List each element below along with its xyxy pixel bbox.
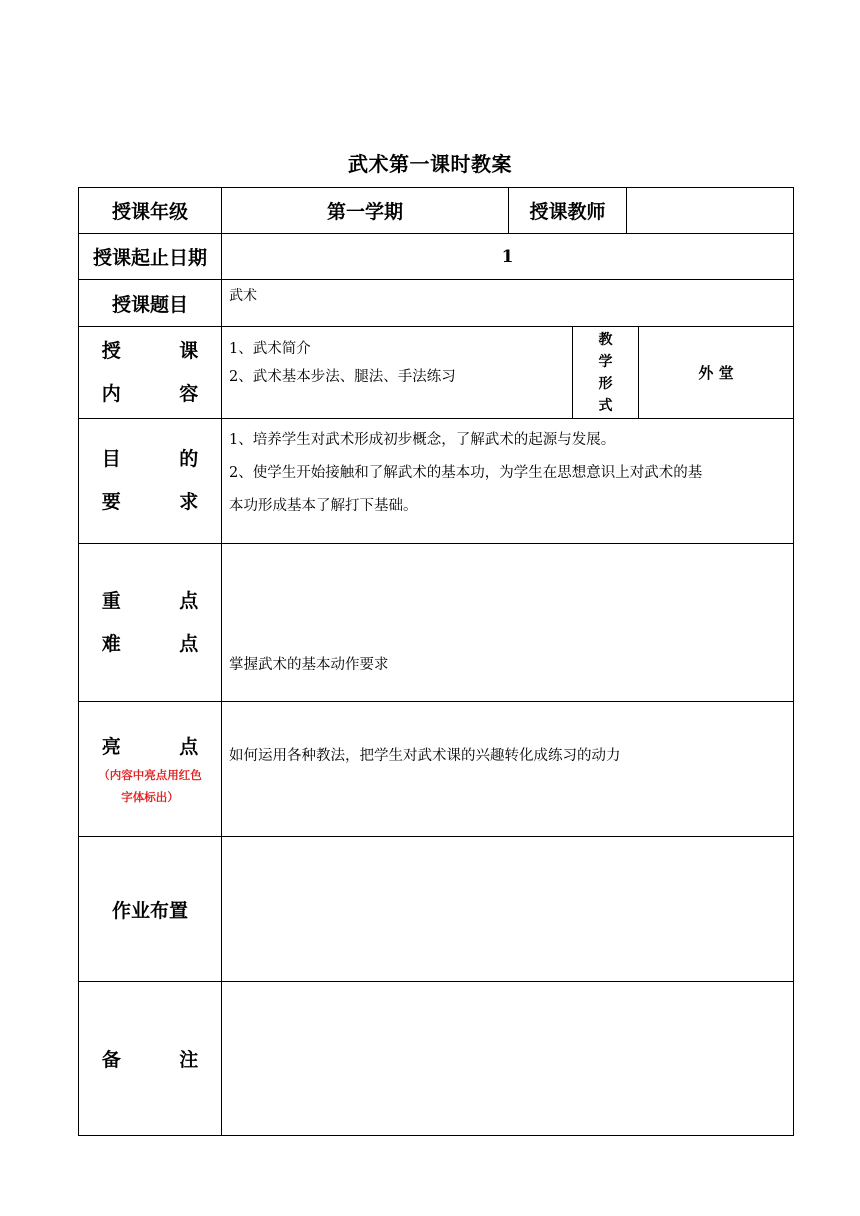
table-border-bottom (78, 1135, 794, 1136)
content-items (229, 335, 456, 391)
content-label-line2: 内 容 (101, 382, 225, 405)
grade-value: 第一学期 (326, 201, 403, 223)
form-value: 外 堂 (698, 364, 734, 382)
remarks-label: 备 注 (101, 1049, 225, 1071)
objective-label-line1: 目 的 (101, 448, 225, 470)
content-label-line1: 授 课 (101, 339, 225, 362)
keypoints-value: 掌握武术的基本动作要求 (229, 657, 389, 673)
content-label (79, 327, 225, 418)
teacher-label: 授课教师 (529, 201, 606, 223)
highlight-value: 如何运用各种教法，把学生对武术课的兴趣转化成练习的动力 (229, 748, 621, 764)
objective-label-line2: 要 求 (101, 491, 225, 513)
dates-value: 1 (501, 246, 514, 267)
objective-line: 1、培养学生对武术形成初步概念，了解武术的起源与发展。 (229, 432, 616, 448)
topic-value: 武术 (229, 288, 257, 304)
keypoints-label-line2: 难 点 (101, 632, 225, 655)
objective-label (79, 419, 225, 543)
highlight-label: 亮 点 (101, 736, 225, 758)
keypoints-label-line1: 重 点 (101, 589, 225, 612)
teacher-value (627, 188, 793, 233)
objective-text (229, 424, 792, 523)
highlight-label-cell (79, 702, 225, 836)
content-item: 1、武术简介 (229, 341, 311, 357)
homework-label: 作业布置 (111, 899, 188, 922)
keypoints-label (79, 544, 225, 701)
grade-label: 授课年级 (111, 201, 188, 223)
lesson-plan-table (78, 187, 794, 1136)
dates-label: 授课起止日期 (92, 247, 207, 269)
content-item: 2、武术基本步法、腿法、手法练习 (229, 369, 456, 385)
document-title: 武术第一课时教案 (348, 152, 512, 176)
objective-line: 本功形成基本了解打下基础。 (229, 498, 418, 514)
remarks-label-cell (79, 982, 225, 1135)
highlight-note-line2: 字体标出） (121, 790, 179, 804)
form-label: 教 学 形 式 (598, 331, 613, 414)
objective-line: 2、使学生开始接触和了解武术的基本功，为学生在思想意识上对武术的基 (229, 465, 703, 481)
highlight-note-line1: （内容中亮点用红色 (98, 768, 202, 782)
table-border-right (793, 187, 794, 1136)
topic-label: 授课题目 (111, 293, 188, 316)
